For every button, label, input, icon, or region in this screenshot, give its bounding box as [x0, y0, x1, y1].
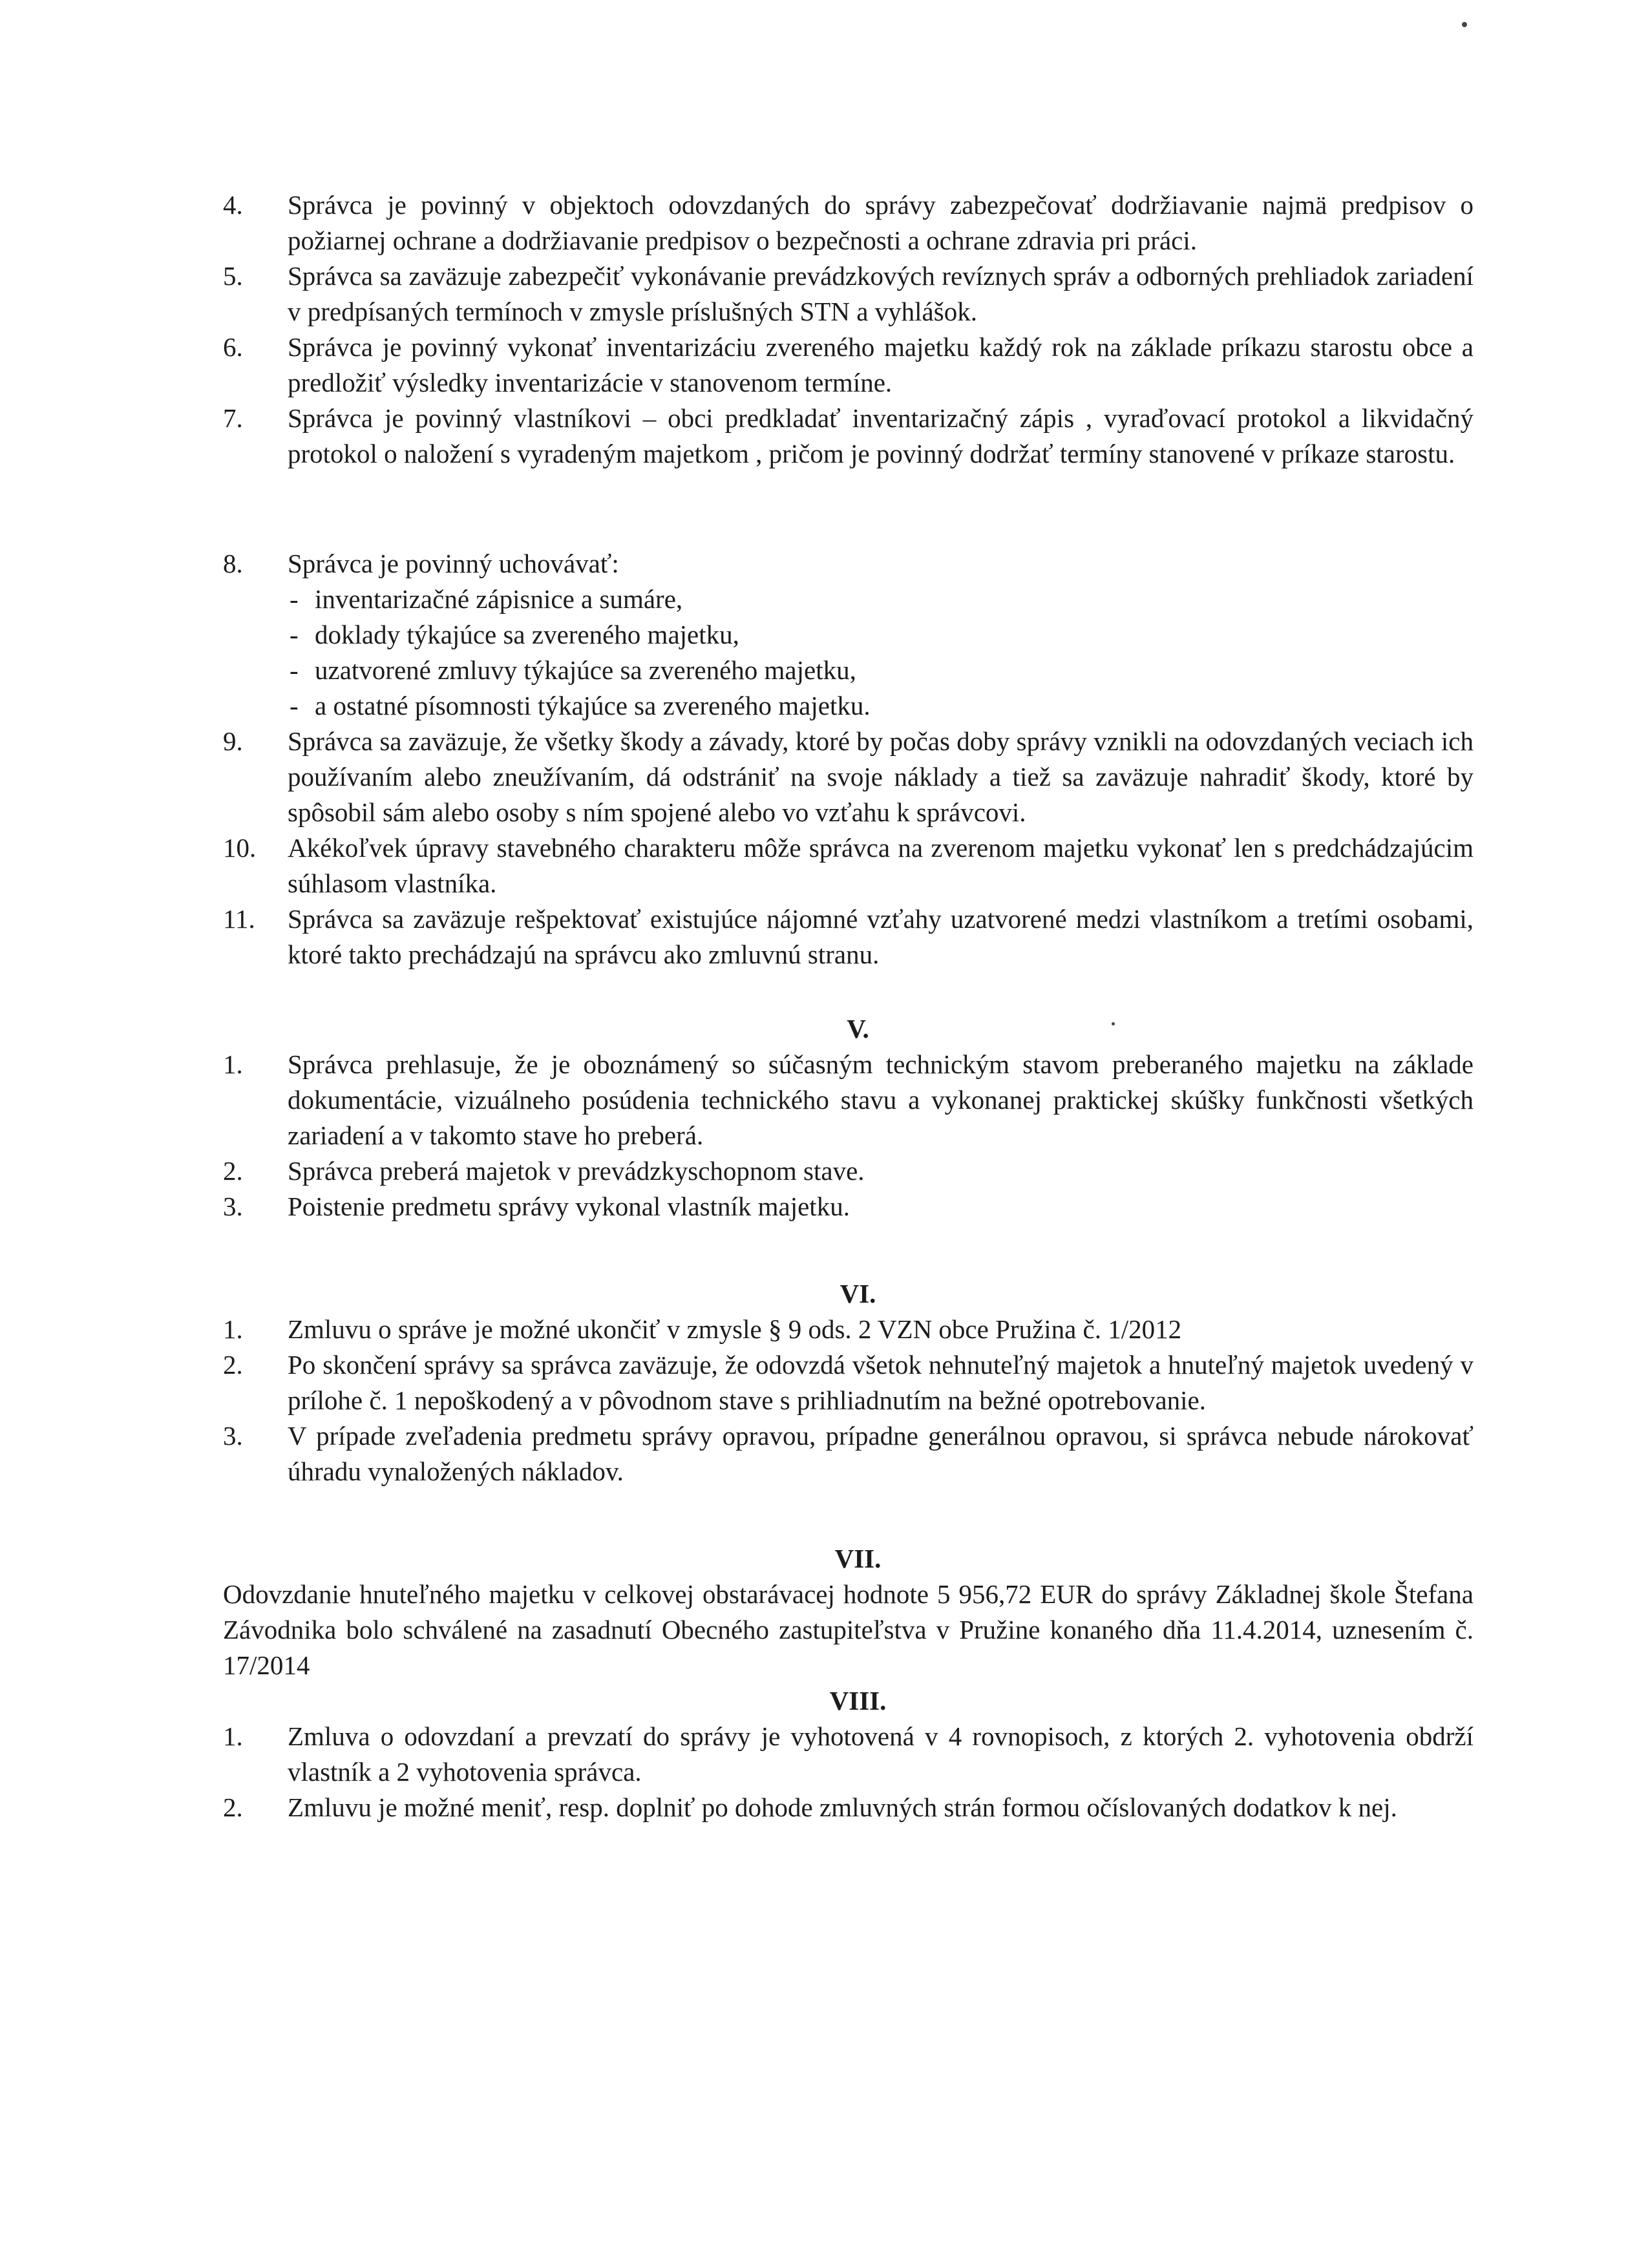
clause-text: Správca sa zaväzuje rešpektovať existujúce nájomné vzťahy uzatvorené medzi vlastníkom a tretími osobami, ktoré takto prechádzajú na správcu ako zmluvnú stranu.	[288, 904, 1474, 969]
clause-9	[223, 724, 1474, 830]
clause-number: 3.	[223, 1421, 243, 1451]
clause-text: Správca sa zaväzuje zabezpečiť vykonávanie prevádzkových revíznych správ a odborných prehliadok zariadení v predpísaných termínoch v zmysle príslušných STN a vyhlášok.	[288, 261, 1474, 326]
clause-number: 5.	[223, 261, 243, 291]
clause-number: 2.	[223, 1350, 243, 1380]
clause-text: Správca preberá majetok v prevádzkyschopnom stave.	[288, 1156, 865, 1186]
section-viii-items	[223, 1719, 1474, 1825]
clause-text: Správca je povinný v objektoch odovzdaných do správy zabezpečovať dodržiavanie najmä predpisov o požiarnej ochrane a dodržiavanie predpisov o bezpečnosti a ochrane zdravia pri práci.	[288, 190, 1474, 255]
clause-text: Správca sa zaväzuje, že všetky škody a závady, ktoré by počas doby správy vznikli na odovzdaných veciach ich používaním alebo zneužívaním, dá odstrániť na svoje náklady a tiež sa zaväzuje nahradiť škody, ktoré by spôsobil sám alebo osoby s ním spojené alebo vo vzťahu k správcovi.	[288, 726, 1474, 827]
scan-speck	[1112, 1022, 1115, 1025]
clause-number: 1.	[223, 1721, 243, 1751]
clause-v-3	[223, 1189, 1474, 1224]
subitem-text: doklady týkajúce sa zvereného majetku,	[315, 620, 739, 649]
clause-number: 2.	[223, 1156, 243, 1186]
clause-viii-2	[223, 1790, 1474, 1825]
clause-8	[223, 546, 1474, 582]
clause-8-subitem	[223, 582, 1474, 617]
clause-7	[223, 401, 1474, 472]
clause-number: 11.	[223, 904, 255, 934]
section-heading: V.	[847, 1014, 869, 1044]
section-heading: VI.	[840, 1279, 876, 1308]
dash-bullet: -	[290, 620, 299, 649]
clause-number: 3.	[223, 1192, 243, 1221]
scan-speck	[1462, 22, 1467, 27]
clause-6	[223, 330, 1474, 401]
clause-4	[223, 187, 1474, 258]
clause-text: Zmluvu je možné meniť, resp. doplniť po dohode zmluvných strán formou očíslovaných dodatkov k nej.	[288, 1792, 1397, 1822]
clause-8-subitem	[223, 688, 1474, 724]
dash-bullet: -	[290, 584, 299, 614]
clause-5	[223, 258, 1474, 330]
section-vii-paragraph: Odovzdanie hnuteľného majetku v celkovej obstarávacej hodnote 5 956,72 EUR do správy Základnej škole Štefana Závodnika bolo schválené na zasadnutí Obecného zastupiteľstva v Pružine konaného dňa 11.4.2014, uznesením č. 17/2014	[223, 1579, 1474, 1680]
clause-number: 1.	[223, 1314, 243, 1344]
clause-text: Správca prehlasuje, že je oboznámený so súčasným technickým stavom preberaného majetku na základe dokumentácie, vizuálneho posúdenia technického stavu a vykonanej praktickej skúšky funkčnosti všetkých zariadení a v takomto stave ho preberá.	[288, 1049, 1474, 1150]
section-heading: VII.	[834, 1544, 882, 1573]
dash-bullet: -	[290, 655, 299, 685]
clause-number: 9.	[223, 726, 243, 756]
clause-number: 2.	[223, 1792, 243, 1822]
subitem-text: inventarizačné zápisnice a sumáre,	[315, 584, 683, 614]
clause-10	[223, 830, 1474, 901]
subitem-text: a ostatné písomnosti týkajúce sa zvereného majetku.	[315, 691, 871, 720]
clause-text: Správca je povinný vlastníkovi – obci predkladať inventarizačný zápis , vyraďovací protokol a likvidačný protokol o naložení s vyradeným majetkom , pričom je povinný dodržať termíny stanovené v príkaze starostu.	[288, 403, 1474, 468]
clause-viii-1	[223, 1719, 1474, 1790]
subitem-text: uzatvorené zmluvy týkajúce sa zvereného majetku,	[315, 655, 856, 685]
clause-text: Po skončení správy sa správca zaväzuje, že odovzdá všetok nehnuteľný majetok a hnuteľný majetok uvedený v prílohe č. 1 nepoškodený a v pôvodnom stave s prihliadnutím na bežné opotrebovanie.	[288, 1350, 1474, 1415]
section-vi-items	[223, 1312, 1474, 1489]
clause-text: Zmluvu o správe je možné ukončiť v zmysle § 9 ods. 2 VZN obce Pružina č. 1/2012	[288, 1314, 1182, 1344]
clause-text: Akékoľvek úpravy stavebného charakteru môže správca na zverenom majetku vykonať len s predchádzajúcim súhlasom vlastníka.	[288, 833, 1474, 898]
clause-8-subitem	[223, 617, 1474, 653]
clause-text: V prípade zveľadenia predmetu správy opravou, prípadne generálnou opravou, si správca nebude nárokovať úhradu vynaložených nákladov.	[288, 1421, 1474, 1486]
section-v-items	[223, 1047, 1474, 1224]
dash-bullet: -	[290, 691, 299, 720]
clause-vi-1	[223, 1312, 1474, 1347]
clause-v-2	[223, 1153, 1474, 1189]
clause-number: 8.	[223, 549, 243, 578]
clause-v-1	[223, 1047, 1474, 1153]
section-iv-items	[223, 187, 1474, 972]
clause-11	[223, 901, 1474, 972]
clause-text: Správca je povinný uchovávať:	[288, 549, 619, 578]
clause-text: Správca je povinný vykonať inventarizáciu zvereného majetku každý rok na základe príkazu starostu obce a predložiť výsledky inventarizácie v stanovenom termíne.	[288, 332, 1474, 397]
clause-number: 1.	[223, 1049, 243, 1079]
clause-8-subitem	[223, 653, 1474, 688]
clause-number: 10.	[223, 833, 257, 863]
clause-vi-2	[223, 1347, 1474, 1418]
clause-number: 7.	[223, 403, 243, 433]
clause-text: Poistenie predmetu správy vykonal vlastník majetku.	[288, 1192, 850, 1221]
clause-vi-3	[223, 1418, 1474, 1489]
clause-number: 6.	[223, 332, 243, 362]
clause-number: 4.	[223, 190, 243, 220]
clause-text: Zmluva o odovzdaní a prevzatí do správy je vyhotovená v 4 rovnopisoch, z ktorých 2. vyhotovenia obdrží vlastník a 2 vyhotovenia správca.	[288, 1721, 1474, 1787]
section-heading: VIII.	[829, 1686, 887, 1716]
